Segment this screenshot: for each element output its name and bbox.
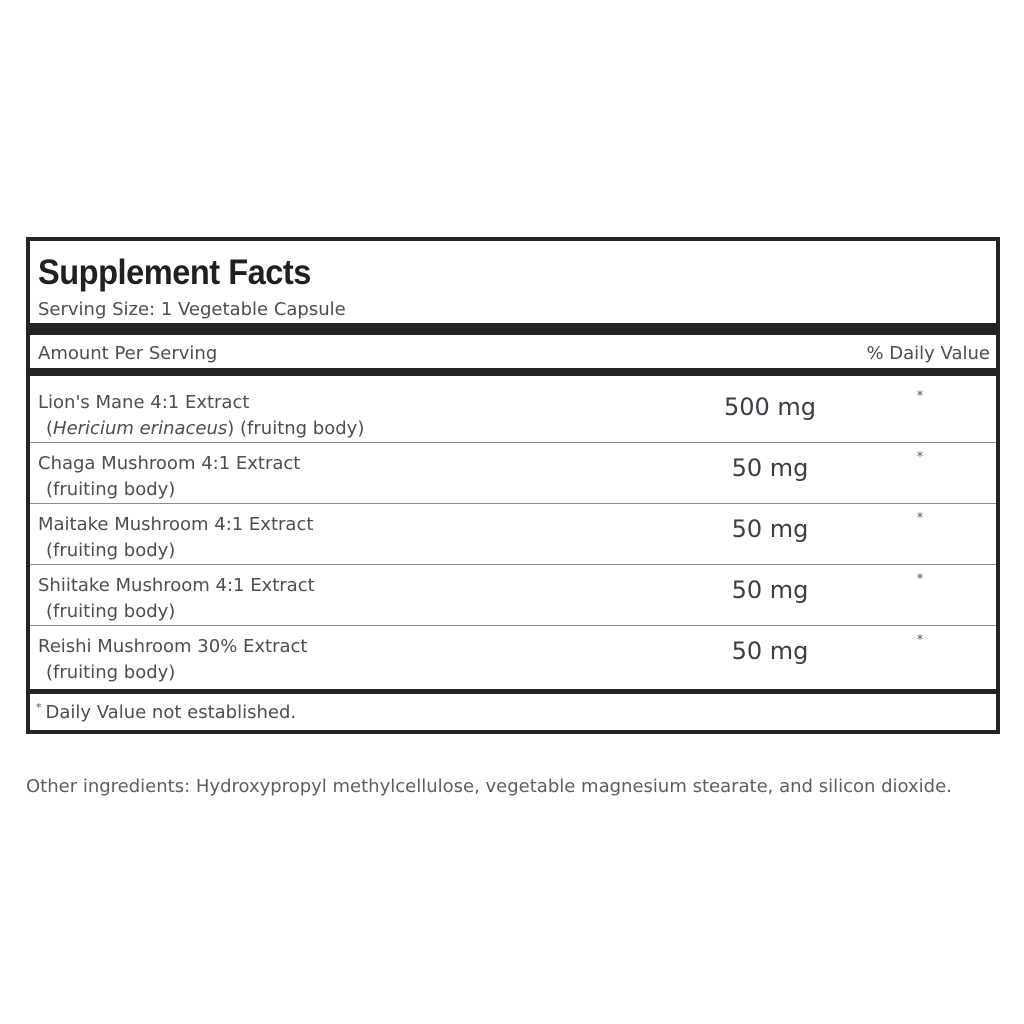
ingredient-amount: 50 mg [731, 454, 809, 482]
ingredient-name: Lion's Mane 4:1 Extract [38, 392, 250, 413]
amount-per-serving-header: Amount Per Serving [38, 343, 218, 364]
serving-size: Serving Size: 1 Vegetable Capsule [38, 299, 346, 320]
ingredient-amount: 50 mg [731, 576, 809, 604]
ingredient-source: (fruiting body) [46, 601, 176, 622]
ingredient-row [30, 625, 996, 686]
ingredient-amount: 50 mg [731, 637, 809, 665]
header-divider [30, 368, 996, 376]
ingredient-row [30, 442, 996, 504]
ingredient-source: (Hericium erinaceus) (fruitng body) [46, 418, 365, 439]
ingredient-source: (fruiting body) [46, 540, 176, 561]
ingredient-row [30, 564, 996, 626]
ingredient-daily-value: * [916, 389, 924, 404]
panel-title: Supplement Facts [38, 253, 311, 292]
supplement-facts-panel [26, 237, 1000, 734]
ingredient-name: Maitake Mushroom 4:1 Extract [38, 514, 314, 535]
daily-value-footnote: * Daily Value not established. [36, 701, 297, 723]
ingredient-name: Shiitake Mushroom 4:1 Extract [38, 575, 315, 596]
ingredient-daily-value: * [916, 450, 924, 465]
latin-name: Hericium erinaceus [53, 418, 228, 439]
ingredient-source: (fruiting body) [46, 662, 176, 683]
ingredient-daily-value: * [916, 572, 924, 587]
ingredient-amount: 50 mg [731, 515, 809, 543]
footer-divider [30, 689, 996, 694]
ingredient-daily-value: * [916, 511, 924, 526]
ingredient-source: (fruiting body) [46, 479, 176, 500]
ingredient-amount: 500 mg [723, 393, 817, 421]
ingredient-name: Chaga Mushroom 4:1 Extract [38, 453, 301, 474]
daily-value-header: % Daily Value [866, 343, 990, 364]
ingredient-row [30, 503, 996, 565]
ingredient-row [30, 381, 996, 443]
ingredient-daily-value: * [916, 633, 924, 648]
ingredient-name: Reishi Mushroom 30% Extract [38, 636, 308, 657]
other-ingredients: Other ingredients: Hydroxypropyl methylcellulose, vegetable magnesium stearate, and silicon dioxide. [26, 776, 952, 797]
thick-divider [30, 323, 996, 335]
